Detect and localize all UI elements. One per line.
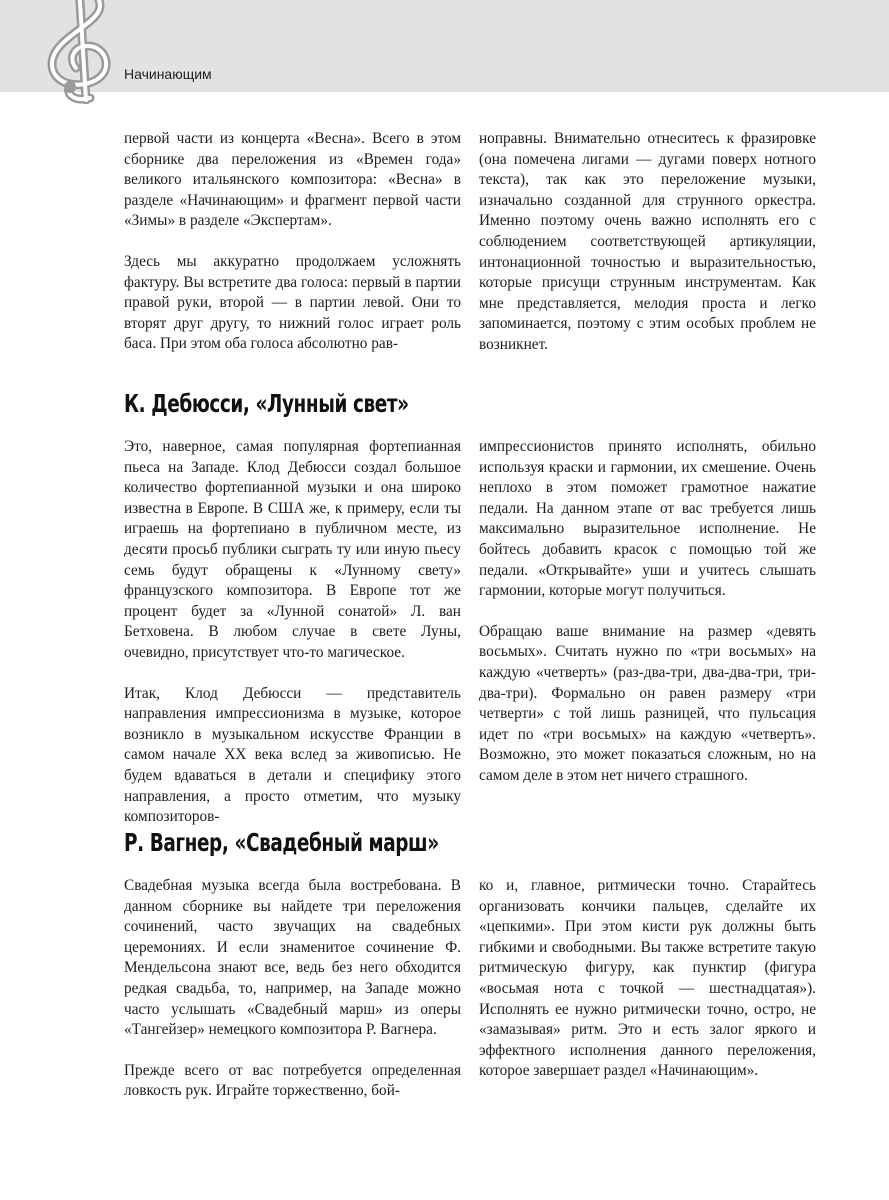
paragraph: первой части из концерта «Весна». Всего в этом сборнике два переложения из «Времен года» великого итальянского композитора: «Весна» в разделе «Начинающим» и фрагмент первой части «Зимы» в разделе «Экспертам». <box>124 130 461 230</box>
section-heading-debussy: К. Дебюсси, «Лунный свет» <box>124 389 409 418</box>
text-block-wagner <box>124 876 816 1102</box>
paragraph: импрессионистов принято исполнять, обильно используя краски и гармонии, их смешение. Очень неплохо в этом поможет грамотное нажатие педали. На данном этапе от вас требуется лишь максимально выразительное исполнение. Не бойтесь добавить красок с помощью той же педали. «Открывайте» уши и учитесь слышать гармонии, которые могут получиться. <box>479 438 816 600</box>
text-block-1 <box>124 129 816 356</box>
paragraph: ко и, главное, ритмически точно. Старайтесь организовать кончики пальцев, сделайте их «цепкими». При этом кисти рук должны быть гибкими и свободными. Вы также встретите такую ритмическую фигуру, как пунктир (фигура «восьмая нота с точкой — шестнадцатая»). Исполнять ее нужно ритмически точно, остро, не «замазывая» ритм. Это и есть залог яркого и эффектного исполнения данного переложения, которое завершает раздел «Начинающим». <box>479 877 816 1080</box>
right-column <box>479 129 816 356</box>
paragraph: Здесь мы аккуратно продолжаем усложнять фактуру. Вы встретите два голоса: первый в партии правой руки, второй — в партии левой. Они то вторят друг другу, то нижний голос играет роль баса. При этом оба голоса абсолютно рав- <box>124 252 461 353</box>
text-block-debussy <box>124 437 816 828</box>
left-column <box>124 876 461 1102</box>
header-band <box>0 0 889 92</box>
section-heading-wagner: Р. Вагнер, «Свадебный марш» <box>124 828 439 857</box>
right-column <box>479 437 816 828</box>
paragraph: Обращаю ваше внимание на размер «девять восьмых». Считать нужно по «три восьмых» на каждую «четверть» (раз-два-три, два-два-три, три-два-три). Формально он равен размеру «три четверти» с той лишь разницей, что пульсация идет по «три восьмых» на каждую «четверть». Возможно, это может показаться сложным, но на самом деле в этом нет ничего страшного. <box>479 622 816 784</box>
treble-clef-icon <box>30 0 130 104</box>
paragraph: Свадебная музыка всегда была востребована. В данном сборнике вы найдете три переложения сочинений, часто звучащих на свадебных церемониях. И если знаменитое сочинение Ф. Мендельсона знают все, ведь без него обходится редкая свадьба, то, например, на Западе можно часто услышать «Свадебный марш» из оперы «Тангейзер» немецкого композитора Р. Вагнера. <box>124 877 461 1039</box>
left-column <box>124 437 461 828</box>
paragraph: Итак, Клод Дебюсси — представитель направления импрессионизма в музыке, которое возникло в музыкальном искусстве Франции в самом начале XX века вслед за живописью. Не будем вдаваться в детали и специфику этого направления, а просто отметим, что музыку композиторов- <box>124 684 461 826</box>
left-column <box>124 129 461 356</box>
paragraph: ноправны. Внимательно отнеситесь к фразировке (она помечена лигами — дугами поверх нотного текста), так как это переложение музыки, изначально созданной для струнного оркестра. Именно поэтому очень важно исполнять его с соблюдением соответствующей артикуляции, интонационной точностью и выразительностью, которые присущи струнным инструментам. Как мне представляется, мелодия проста и легко запоминается, поэтому с этим особых проблем не возникнет. <box>479 130 816 353</box>
paragraph: Прежде всего от вас потребуется определенная ловкость рук. Играйте торжественно, бой- <box>124 1061 461 1100</box>
paragraph: Это, наверное, самая популярная фортепианная пьеса на Западе. Клод Дебюсси создал большое количество фортепианной музыки и она широко известна в Европе. В США же, к примеру, если ты играешь на фортепиано в публичном месте, из десяти просьб публики сыграть ту или иную пьесу семь будут обращены к «Лунному свету» французского композитора. В Европе тот же процент будет за «Лунной сонатой» Л. ван Бетховена. В любом случае в свете Луны, очевидно, присутствует что-то магическое. <box>124 438 461 661</box>
section-label: Начинающим <box>124 66 212 82</box>
right-column <box>479 876 816 1102</box>
